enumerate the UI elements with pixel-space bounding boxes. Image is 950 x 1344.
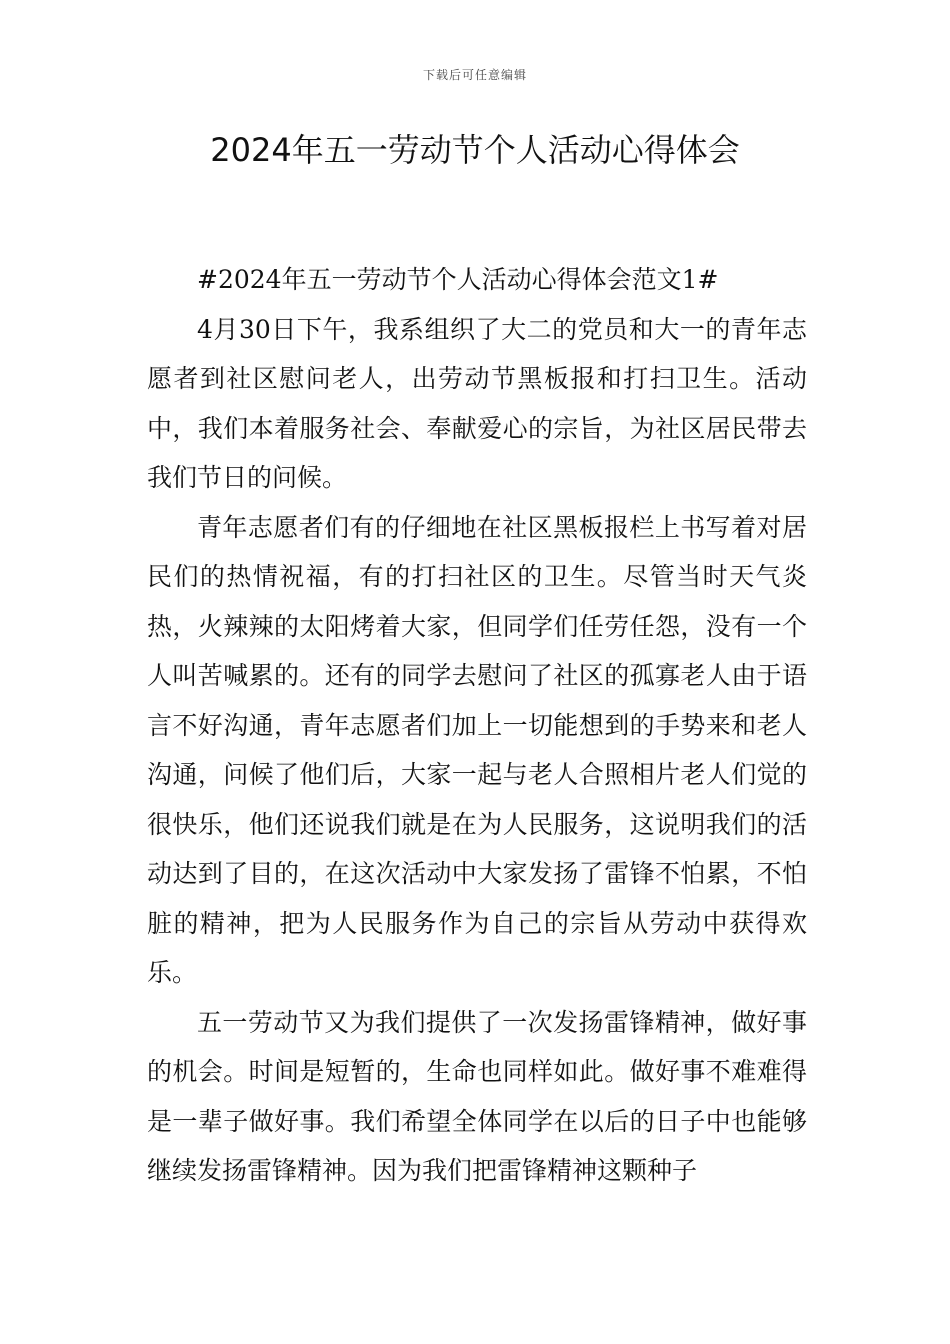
section-heading: #2024年五一劳动节个人活动心得体会范文1# — [197, 265, 719, 294]
document-title: 2024年五一劳动节个人活动心得体会 — [210, 131, 740, 169]
paragraph-2: 青年志愿者们有的仔细地在社区黑板报栏上书写着对居民们的热情祝福，有的打扫社区的卫生。尽管当时天气炎热，火辣辣的太阳烤着大家，但同学们任劳任怨，没有一个人叫苦喊累的。还有的同学去慰问了社区的孤寡老人由于语言不好沟通，青年志愿者们加上一切能想到的手势来和老人沟通，问候了他们后，大家一起与老人合照相片老人们觉的很快乐，他们还说我们就是在为人民服务，这说明我们的活动达到了目的，在这次活动中大家发扬了雷锋不怕累，不怕脏的精神，把为人民服务作为自己的宗旨从劳动中获得欢乐。 — [147, 512, 807, 987]
paragraph-1: 4月30日下午，我系组织了大二的党员和大一的青年志愿者到社区慰问老人，出劳动节黑板报和打扫卫生。活动中，我们本着服务社会、奉献爱心的宗旨，为社区居民带去我们节日的问候。 — [147, 314, 807, 492]
paragraph-3: 五一劳动节又为我们提供了一次发扬雷锋精神，做好事的机会。时间是短暂的，生命也同样如此。做好事不难难得是一辈子做好事。我们希望全体同学在以后的日子中也能够继续发扬雷锋精神。因为我们把雷锋精神这颗种子 — [147, 1007, 807, 1185]
document-body — [147, 255, 807, 1196]
header-note: 下载后可任意编辑 — [422, 68, 527, 82]
